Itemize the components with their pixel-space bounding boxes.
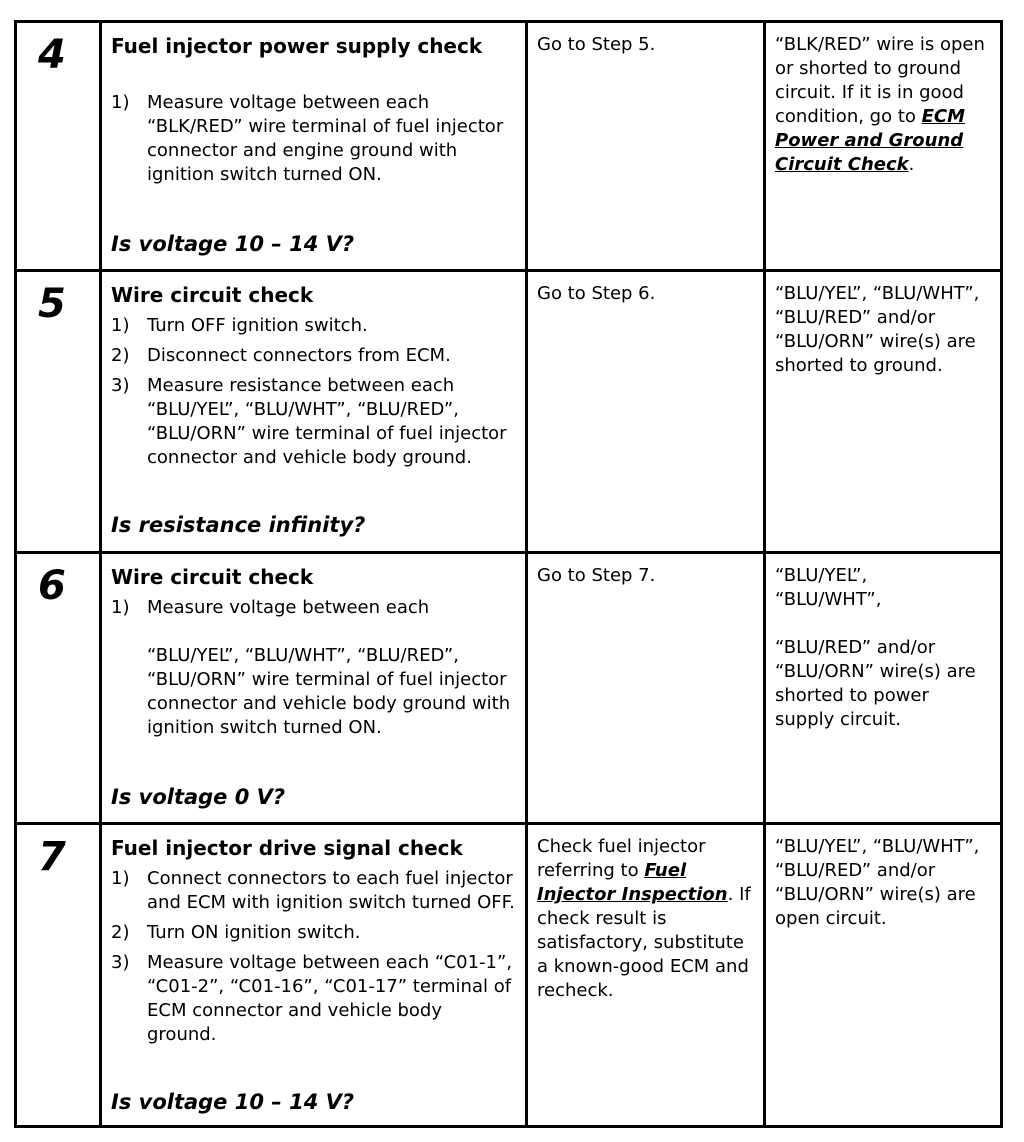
step-row-5 (17, 272, 1000, 554)
list-item (111, 596, 517, 740)
step-row-6 (17, 554, 1000, 825)
yes-text (537, 835, 755, 1003)
step-number-cell (17, 825, 102, 1128)
step-row-4 (17, 23, 1000, 272)
no-text (775, 33, 992, 177)
item-text: Disconnect connectors from ECM. (147, 345, 451, 366)
step-question: Is voltage 0 V? (111, 785, 286, 809)
no-text: “BLU/YEL”, “BLU/WHT”, “BLU/RED” and/or “BLU/ORN” wire(s) are shorted to ground. (775, 283, 980, 376)
troubleshooting-table (14, 20, 1003, 1128)
step-list (111, 867, 517, 1053)
no-cell (766, 825, 1000, 1128)
item-number: 1) (111, 92, 130, 113)
no-text-part-b: “BLU/RED” and/or “BLU/ORN” wire(s) are shorted to power supply circuit. (775, 637, 976, 730)
yes-text: Go to Step 7. (537, 565, 656, 586)
yes-text-end: . If check result is satisfactory, substitute a known-good ECM and recheck. (537, 884, 751, 1001)
item-number: 1) (111, 315, 130, 336)
no-text-body: “BLK/RED” wire is open or shorted to ground circuit. If it is in good condition, go to (775, 34, 985, 127)
list-item (111, 344, 517, 368)
step-list (111, 91, 517, 193)
step-question: Is voltage 10 – 14 V? (111, 232, 355, 256)
step-list (111, 596, 517, 746)
list-item (111, 91, 517, 187)
list-item (111, 921, 517, 945)
step-title: Wire circuit check (111, 565, 314, 589)
yes-cell (528, 23, 766, 269)
step-title: Wire circuit check (111, 283, 314, 307)
step-action-cell (102, 272, 528, 551)
step-number-cell (17, 272, 102, 551)
item-number: 2) (111, 345, 130, 366)
step-row-7 (17, 825, 1000, 1128)
yes-cell (528, 554, 766, 822)
step-action-cell (102, 23, 528, 269)
step-title: Fuel injector power supply check (111, 34, 483, 58)
no-cell (766, 554, 1000, 822)
no-cell (766, 23, 1000, 269)
item-text: Turn OFF ignition switch. (147, 315, 368, 336)
yes-cell (528, 825, 766, 1128)
item-number: 3) (111, 375, 130, 396)
list-item (111, 374, 517, 470)
item-text: Connect connectors to each fuel injector and ECM with ignition switch turned OFF. (147, 868, 515, 913)
item-text: Measure voltage between each “C01-1”, “C01-2”, “C01-16”, “C01-17” terminal of ECM connector and vehicle body ground. (147, 952, 513, 1045)
no-text (775, 564, 992, 732)
item-text: Turn ON ignition switch. (147, 922, 361, 943)
yes-cell (528, 272, 766, 551)
item-number: 2) (111, 922, 130, 943)
no-cell (766, 272, 1000, 551)
yes-text-body: Check fuel injector referring to (537, 836, 706, 881)
item-number: 1) (111, 597, 130, 618)
no-text-end: . (908, 154, 915, 175)
yes-text: Go to Step 6. (537, 283, 656, 304)
step-action-cell (102, 825, 528, 1128)
step-title: Fuel injector drive signal check (111, 836, 463, 860)
list-item (111, 951, 517, 1047)
step-number: 6 (38, 563, 66, 609)
item-number: 3) (111, 952, 130, 973)
item-text-continued: “BLU/YEL”, “BLU/WHT”, “BLU/RED”, “BLU/ORN” wire terminal of fuel injector connector and vehicle body ground with ignition switch turned ON. (147, 645, 511, 738)
step-question: Is resistance infinity? (111, 513, 366, 537)
step-number-cell (17, 23, 102, 269)
no-text-part-a: “BLU/YEL”, “BLU/WHT”, (775, 565, 882, 610)
fuel-injector-inspection-link[interactable]: Fuel Injector Inspection (537, 860, 728, 905)
yes-text: Go to Step 5. (537, 34, 656, 55)
list-item (111, 314, 517, 338)
list-item (111, 867, 517, 915)
no-text: “BLU/YEL”, “BLU/WHT”, “BLU/RED” and/or “BLU/ORN” wire(s) are open circuit. (775, 836, 980, 929)
ecm-power-ground-link[interactable]: ECM Power and Ground Circuit Check (775, 106, 966, 175)
step-question: Is voltage 10 – 14 V? (111, 1090, 355, 1114)
item-text: Measure voltage between each (147, 597, 430, 618)
step-action-cell (102, 554, 528, 822)
item-number: 1) (111, 868, 130, 889)
step-number-cell (17, 554, 102, 822)
step-number: 5 (38, 281, 66, 327)
step-number: 7 (38, 834, 66, 880)
step-list (111, 314, 517, 476)
step-number: 4 (38, 32, 66, 78)
item-text: Measure resistance between each “BLU/YEL”, “BLU/WHT”, “BLU/RED”, “BLU/ORN” wire terminal of fuel injector connector and vehicle body ground. (147, 375, 507, 468)
item-text: Measure voltage between each “BLK/RED” wire terminal of fuel injector connector and engine ground with ignition switch turned ON. (147, 92, 504, 185)
